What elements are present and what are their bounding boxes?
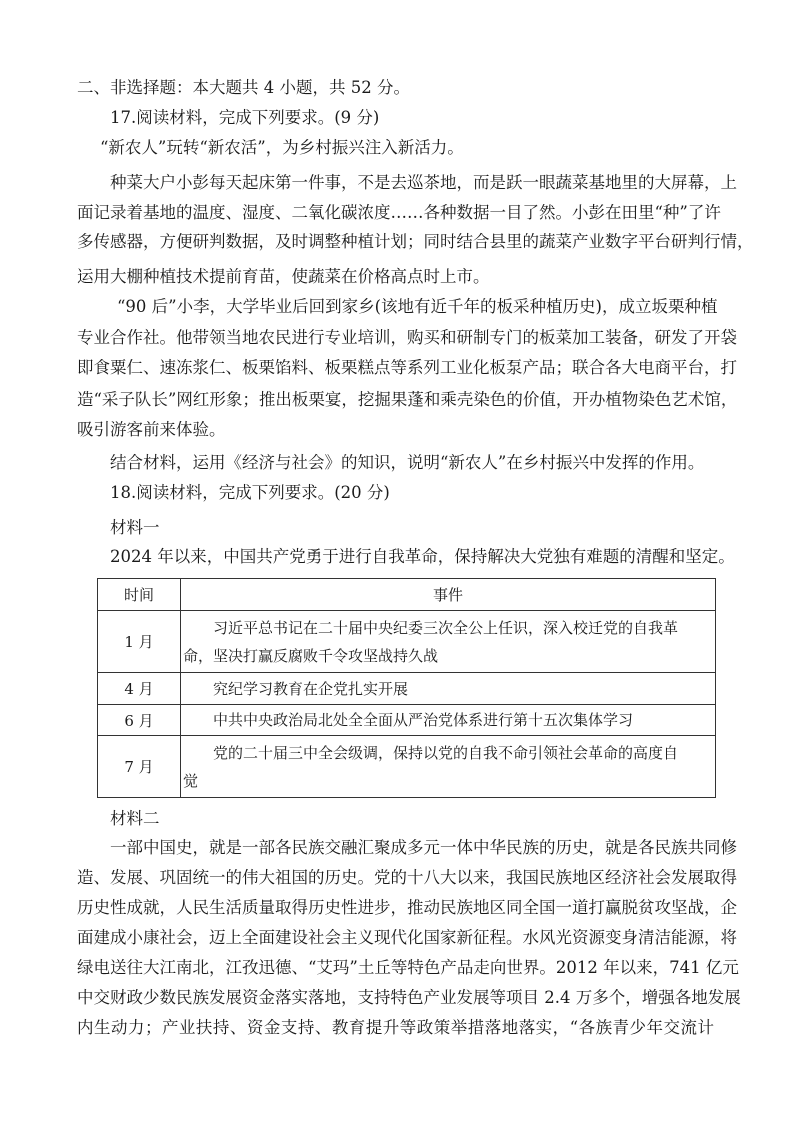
- q17-para1-line: 多传感器，方便研判数据，及时调整种植计划；同时结合县里的蔬菜产业数字平台研判行情，: [77, 232, 754, 251]
- event-line: 党的二十届三中全会级调，保持以党的自我不命引领社会革命的高度自: [213, 743, 679, 762]
- q17-para1-line: 种菜大户小彭每天起床第一件事，不是去巡茶地，而是跃一眼蔬菜基地里的大屏幕，上: [110, 173, 737, 192]
- q17-para2-line: 即食粟仁、速冻浆仁、板栗馅料、板栗糕点等系列工业化板泵产品；联合各大电商平台，打: [77, 358, 737, 377]
- q17-para2-line: 造“采子队长”网红形象；推出板栗宴，挖掘果蓬和乘壳染色的价值，开办植物染色艺术馆，: [77, 390, 738, 409]
- q17-title: 17.阅读材料，完成下列要求。(9 分): [110, 108, 380, 127]
- material1-intro: 2024 年以来，中国共产党勇于进行自我革命，保持解决大党独有难题的清醒和坚定。: [110, 547, 735, 566]
- event-line: 觉: [183, 771, 199, 790]
- row-event: [181, 673, 716, 705]
- material2-line: 绿电送往大江南北，江孜迅德、“艾玛”土丘等特色产品走向世界。2012 年以来，741 亿元: [77, 958, 739, 977]
- row-time: 1 月: [98, 611, 181, 673]
- header-event: 事件: [181, 579, 716, 611]
- events-table: [97, 578, 716, 798]
- table-row: [98, 705, 716, 736]
- q17-para1-line: 面记录着基地的温度、湿度、二氧化碳浓度……各种数据一目了然。小彭在田里“种”了许: [77, 203, 721, 222]
- event-line: 命，坚决打赢反腐败千令攻坚战持久战: [183, 646, 439, 665]
- table-header-row: [98, 579, 716, 611]
- q18-title: 18.阅读材料，完成下列要求。(20 分): [110, 483, 390, 502]
- section-heading: 二、非选择题：本大题共 4 小题，共 52 分。: [77, 78, 410, 97]
- q17-question: 结合材料，运用《经济与社会》的知识，说明“新农人”在乡村振兴中发挥的作用。: [110, 453, 705, 472]
- header-time: 时间: [98, 579, 181, 611]
- material2-label: 材料二: [110, 809, 160, 828]
- event-line: 习近平总书记在二十届中央纪委三次全公上任识，深入校迁党的自我革: [213, 618, 679, 637]
- event-line: 究纪学习教育在企党扎实开展: [213, 679, 409, 698]
- material2-line: 内生动力；产业扶持、资金支持、教育提升等政策举措落地落实，“各族青少年交流计: [77, 1018, 714, 1037]
- material2-line: 面建成小康社会，迈上全面建设社会主义现代化国家新征程。水风光资源变身清洁能源，将: [77, 928, 737, 947]
- q17-para1-line: 运用大棚种植技术提前育苗，使蔬菜在价格高点时上市。: [77, 267, 490, 286]
- event-line: 中共中央政治局北处全全面从严治党体系进行第十五次集体学习: [213, 711, 634, 729]
- table-row: [98, 736, 716, 798]
- material2-line: 一部中国史，就是一部各民族交融汇聚成多元一体中华民族的历史，就是各民族共同修: [110, 838, 737, 857]
- material2-line: 历史性成就，人民生活质量取得历史性进步，推动民族地区同全国一道打赢脱贫攻坚战，企: [77, 898, 737, 917]
- row-event: [181, 705, 716, 736]
- row-event: [181, 611, 716, 673]
- material1-label: 材料一: [110, 518, 160, 537]
- q17-para2-line: 专业合作社。他带领当地农民进行专业培训，购买和研制专门的板菜加工装备，研发了开袋: [77, 328, 737, 347]
- q17-para2-line: 吸引游客前来体验。: [77, 420, 226, 439]
- row-time: 7 月: [98, 736, 181, 798]
- q17-subtitle: “新农人”玩转“新农活”，为乡村振兴注入新活力。: [100, 138, 464, 157]
- row-time: 4 月: [98, 673, 181, 705]
- row-event: [181, 736, 716, 798]
- q17-para2-line: “90 后”小李，大学毕业后回到家乡(该地有近千年的板采种植历史)，成立坂栗种植: [117, 297, 718, 316]
- table-row: [98, 611, 716, 673]
- table-row: [98, 673, 716, 705]
- material2-line: 造、发展、巩固统一的伟大祖国的历史。党的十八大以来，我国民族地区经济社会发展取得: [77, 868, 737, 887]
- row-time: 6 月: [98, 705, 181, 736]
- material2-line: 中交财政少数民族发展资金落实落地，支持特色产业发展等项目 2.4 万多个，增强各地发展: [77, 988, 741, 1007]
